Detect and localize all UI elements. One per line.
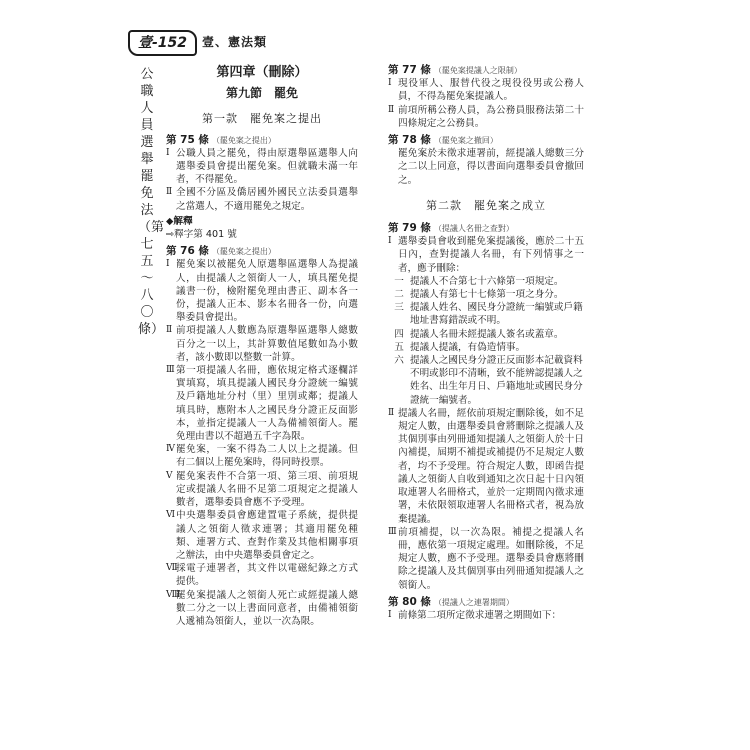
paragraph-text: 公職人員之罷免，得由原選舉區選舉人向選舉委員會提出罷免案。但就職未滿一年者，不得罷免。 (176, 147, 358, 186)
paragraph-number: Ⅶ (166, 563, 178, 574)
article-paragraph (388, 147, 584, 187)
paragraph-number: Ⅰ (166, 259, 170, 270)
article-80-heading (388, 596, 584, 609)
article-paragraph (166, 509, 358, 562)
paragraph-number: Ⅱ (388, 407, 395, 418)
article-paragraph (166, 562, 358, 588)
paragraph-text: 中央選舉委員會應建置電子系統，提供提議人之領銜人徵求連署；其適用罷免種類、連署方式、查對作業及其他相關事項之辦法，由中央選舉委員會定之。 (176, 510, 358, 561)
item-text: 提議人不合第七十六條第一項規定。 (410, 275, 564, 287)
paragraph-text: 罷免案，一案不得為二人以上之提議。但有二個以上罷免案時，得同時投票。 (176, 444, 358, 469)
article-caption: （罷免案之提出） (211, 247, 276, 257)
article-paragraph (166, 589, 358, 629)
list-item (388, 301, 584, 327)
paragraph-text: 罷免案於未徵求連署前，經提議人總數三分之二以上同意，得以書面向選舉委員會撤回之。 (398, 148, 584, 186)
side-running-title: 公職人員選舉罷免法（第七五～八〇條） (138, 67, 165, 337)
paragraph-number: Ⅵ (166, 510, 176, 521)
article-paragraph (166, 258, 358, 324)
list-item (388, 288, 584, 301)
paragraph-text: 罷免案提議人之領銜人死亡或經提議人總數二分之一以上書面同意者，由備補領銜人遞補為領銜人，並以一次為限。 (176, 589, 358, 627)
article-paragraph (166, 324, 358, 364)
article-caption: （提議人名冊之查對） (433, 224, 514, 234)
article-paragraph (388, 609, 584, 622)
item-number: 三 (394, 302, 404, 314)
paragraph-text: 前項補提，以一次為限。補提之提議人名冊，應依第一項規定處理。如刪除後，不足規定人數，應不予受理。選舉委員會應將刪除之提議人及其個別事由列冊通知提議人之領銜人。 (398, 526, 584, 591)
article-number: 第 75 條 (166, 133, 209, 146)
article-79-heading (388, 222, 584, 235)
subsection-heading: 第二款 罷免案之成立 (426, 198, 546, 212)
paragraph-number: Ⅰ (166, 147, 170, 158)
item-number: 五 (394, 341, 404, 353)
paragraph-text: 現役軍人、服替代役之現役役男或公務人員，不得為罷免案提議人。 (398, 78, 584, 103)
article-paragraph (166, 443, 358, 469)
article-caption: （罷免案提議人之限制） (433, 66, 522, 75)
interpretation-heading: ◆解釋 (166, 215, 193, 227)
paragraph-number: Ⅲ (388, 526, 397, 537)
paragraph-text: 前項所稱公務人員，為公務員服務法第二十四條規定之公務員。 (398, 104, 584, 129)
paragraph-number: Ⅰ (388, 236, 392, 247)
paragraph-text: 前項提議人人數應為原選舉區選舉人總數百分之一以上，其計算數值尾數如為小數者，該小數即以整數一計算。 (176, 325, 358, 363)
item-text: 提議人提議，有偽造情事。 (410, 341, 526, 353)
article-76-heading (166, 245, 358, 258)
section-heading: 第九節 罷免 (225, 86, 298, 101)
paragraph-number: Ⅰ (388, 78, 392, 89)
article-caption: （提議人之連署期間） (433, 597, 514, 607)
list-item (388, 341, 584, 354)
paragraph-text: 第一項提議人名冊，應依規定格式逐欄詳實填寫，填具提議人國民身分證統一編號及戶籍地址分村（里）里別或鄰；提議人填具時，應附本人之國民身分證正反面影本，並指定提議人一人為備補領銜人。罷免理由書以不超過五千字為限。 (176, 365, 358, 443)
paragraph-number (388, 147, 398, 187)
paragraph-text: 採電子連署者，其文件以電磁紀錄之方式提供。 (176, 563, 358, 588)
paragraph-text: 提議人名冊，經依前項規定刪除後，如不足規定人數，由選舉委員會將刪除之提議人及其個別事由列冊通知提議人之領銜人於十日內補提，屆期不補提或補提仍不足規定人數者，均不予受理。符合規定人數，即函告提議人之領銜人自收到通知之次日起十日內領取連署人名冊格式，並於一定期間內徵求連署，未依限領取連署人名冊格式者，視為放棄提議。 (398, 407, 584, 525)
page-header (128, 30, 688, 56)
article-number: 第 78 條 (388, 134, 431, 147)
article-paragraph (166, 470, 358, 510)
article-caption: （罷免案之撤回） (433, 136, 498, 146)
article-number: 第 76 條 (166, 245, 209, 258)
paragraph-number: Ⅴ (166, 470, 173, 481)
paragraph-text: 罷免案以被罷免人原選舉區選舉人為提議人，由提議人之領銜人一人，填具罷免提議書一份，檢附罷免理由書正、副本各一份，提議人正本、影本名冊各一份，向選舉委員會提出。 (176, 259, 358, 324)
article-78-heading (388, 134, 584, 147)
paragraph-text: 選舉委員會收到罷免案提議後，應於二十五日內，查對提議人名冊，有下列情事之一者，應予刪除： (398, 236, 584, 274)
article-paragraph (388, 235, 584, 275)
paragraph-number: Ⅰ (388, 609, 392, 620)
interpretation-reference: ⇨釋字第 401 號 (166, 229, 237, 241)
item-number: 六 (394, 355, 404, 367)
article-75-heading (166, 134, 358, 147)
article-number: 第 79 條 (388, 222, 431, 235)
paragraph-text: 前條第二項所定徵求連署之期間如下： (398, 609, 562, 621)
article-number: 第 77 條 (388, 64, 431, 76)
item-number: 四 (394, 328, 404, 340)
item-number: 一 (394, 275, 404, 287)
item-text: 提議人姓名、國民身分證統一編號或戶籍地址書寫錯誤或不明。 (410, 302, 583, 327)
article-paragraph (388, 526, 584, 592)
article-paragraph (166, 147, 358, 187)
item-text: 提議人有第七十七條第一項之身分。 (410, 289, 564, 301)
paragraph-text: 全國不分區及僑居國外國民立法委員選舉之當選人，不適用罷免之規定。 (176, 187, 358, 212)
item-text: 提議人名冊未經提議人簽名或蓋章。 (410, 328, 564, 340)
article-paragraph (388, 104, 584, 130)
item-text: 提議人之國民身分證正反面影本記載資料不明或影印不清晰，致不能辨認提議人之姓名、出生年月日、戶籍地址或國民身分證統一編號者。 (410, 355, 583, 406)
article-paragraph (166, 364, 358, 443)
paragraph-number: Ⅲ (166, 365, 175, 376)
paragraph-text: 罷免案表件不合第一項、第三項、前項規定或提議人名冊不足第二項規定之提議人數者，選舉委員會應不予受理。 (176, 470, 358, 509)
article-77-heading (388, 64, 584, 77)
page-number-badge: 壹-152 (128, 30, 197, 56)
article-number: 第 80 條 (388, 595, 431, 608)
list-item (388, 275, 584, 288)
subsection-heading: 第一款 罷免案之提出 (202, 112, 322, 126)
article-caption: （罷免案之提出） (211, 135, 276, 145)
left-column (166, 64, 358, 628)
paragraph-number: Ⅱ (388, 104, 395, 115)
header-section-title: 壹、憲法類 (202, 35, 268, 49)
list-item (388, 354, 584, 407)
chapter-heading: 第四章（刪除） (216, 65, 308, 80)
paragraph-number: Ⅷ (166, 589, 181, 600)
paragraph-number: Ⅱ (166, 187, 173, 198)
article-paragraph (388, 77, 584, 103)
article-paragraph (166, 186, 358, 212)
list-item (388, 328, 584, 341)
paragraph-number: Ⅱ (166, 325, 173, 336)
right-column (388, 64, 584, 622)
item-number: 二 (394, 289, 404, 301)
article-paragraph (388, 407, 584, 526)
paragraph-number: Ⅳ (166, 444, 175, 455)
